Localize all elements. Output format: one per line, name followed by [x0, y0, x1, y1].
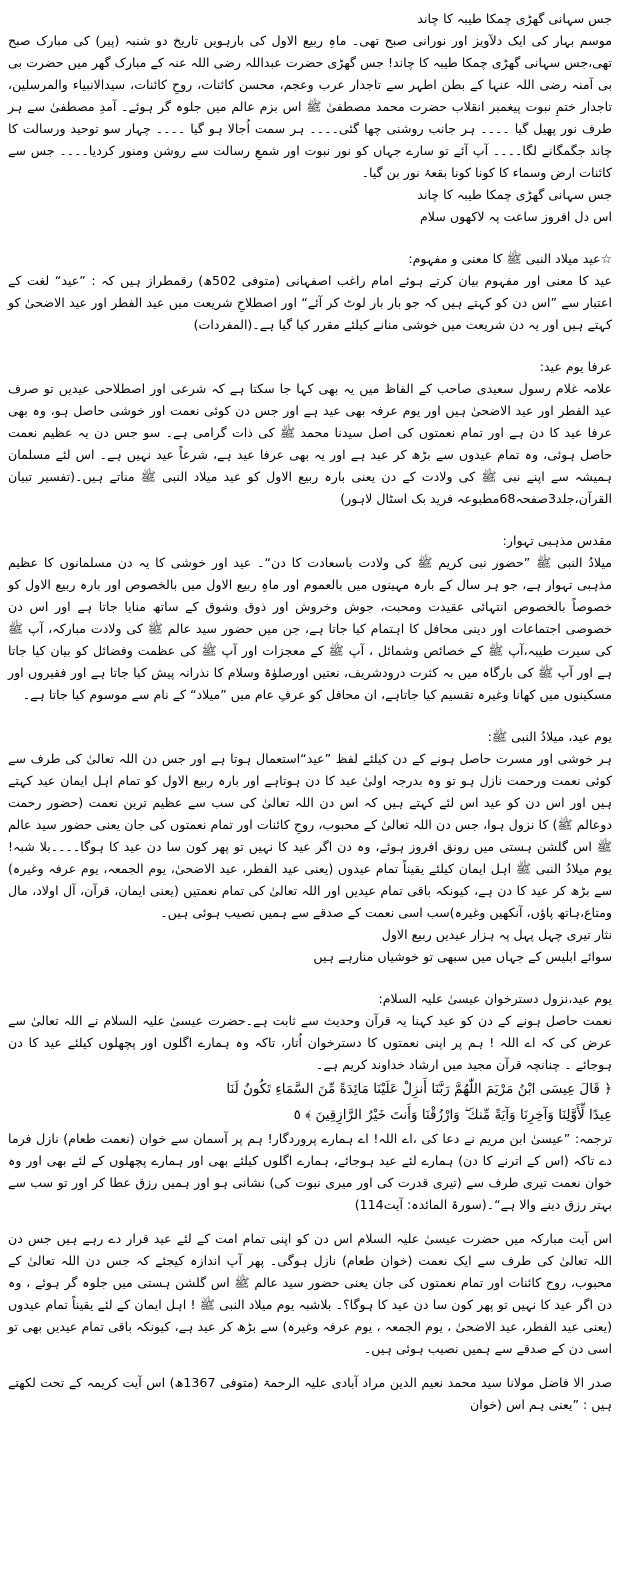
poem-verse: جس سہانی گھڑی چمکا طیبہ کا چاند: [417, 187, 612, 202]
section-heading: یوم عید،نزول دسترخوان عیسیٰ علیہ السلام:: [378, 991, 612, 1006]
poem-verse: سوائے ابلیس کے جہاں میں سبھی تو خوشیاں منارہے ہیں: [313, 949, 612, 964]
quran-verse: ﴿ قَالَ عِيسَى ابْنُ مَرْيَمَ اللّٰهُمَّ رَبَّنَا أَنزِلْ عَلَيْنَا مَائِدَةً مِّنَ السَّمَاءِ تَكُونُ لَنَا: [226, 1081, 612, 1097]
section-heading: مقدس مذہبی تہوار:: [502, 533, 612, 548]
poem-verse: نثار تیری چہل پہل پہ ہزار عیدیں ربیع الاول: [381, 927, 612, 942]
poem-verse: جس سہانی گھڑی چمکا طیبہ کا چاند: [417, 11, 612, 26]
poem-verse: اس دل افروز ساعت پہ لاکھوں سلام: [419, 209, 612, 224]
paragraph: میلادُ النبی ﷺ ”حضور نبی کریم ﷺ کی ولادت باسعادت کا دن“۔ عید اور خوشی کا یہ دن مسلمانوں کا عظیم مذہبی تہوار ہے، جو ہر سال کے بارہ مہینوں میں بالعموم اور ماہِ ربیع الاول میں بالخصوص اور بارہ ربیع الاول کو خصوصاً بالخصوص انتہائی عقیدت ومحبت، جوش وخروش اور ذوق وشوق کے ساتھ منایا جاتا ہے اور اس دن خصوصی اجتماعات اور دینی محافل کا اہتمام کیا جاتا ہے، جن میں حضور سید عالم ﷺ کی ولادت مبارکہ، آپ ﷺ کی سیرت طیبہ،آپ ﷺ کے خصائص وشمائل ، آپ ﷺ کے معجزات اور آپ ﷺ کی عظمت وفضائل کو بیان کیا جاتا ہے اور آپ ﷺ کی بارگاہ میں بہ کثرت درودشریف، نعتیں اورصلوٰۃ وسلام کا نذرانہ پیش کیا جاتا ہے اور فقیروں اور مسکینوں میں کھانا وغیرہ تقسیم کیا جاتاہے، ان محافل کو عرفِ عام میں ”میلاد“ کے نام سے موسوم کیا جاتا ہے۔: [8, 555, 612, 702]
spacer: [8, 1360, 612, 1372]
article-body: [8, 0, 612, 1416]
paragraph: عید کا معنی اور مفہوم بیان کرتے ہوئے امام راغب اصفہانی (متوفی 502ھ) رقمطراز ہیں کہ : ”عید“ لغت کے اعتبار سے ”اس دن کو کہتے ہیں کہ جو بار بار لوٹ کر آئے“ اور اصطلاحِ شریعت میں عید الفطر اور عید الاضحیٰ کو کہتے ہیں اور یہ دن شریعت میں خوشی منانے کیلئے مقرر کیا گیا ہے۔(المفردات): [8, 273, 613, 332]
section-heading: عرفا یوم عید:: [539, 359, 612, 374]
section-heading: یوم عید، میلادُ النبی ﷺ:: [487, 729, 612, 744]
paragraph: صدر الا فاضل مولانا سید محمد نعیم الدین مراد آبادی علیہ الرحمۃ (متوفی 1367ھ) اس آیت کریمہ کے تحت لکھتے ہیں : ”یعنی ہم اس (خوان: [8, 1375, 613, 1412]
paragraph: نعمت حاصل ہونے کے دن کو عید کہنا یہ قرآن وحدیث سے ثابت ہے۔حضرت عیسیٰ علیہ السلام نے اللہ تعالیٰ سے عرض کی کہ اے اللہ ! ہم پر اپنی نعمتوں کا دسترخوان اُتار، تاکہ وہ ہمارے اگلوں اور پچھلوں کیلئے عید کا دن ہوجائے ۔ چنانچہ قرآن مجید میں ارشاد خداوند کریم ہے۔: [8, 1013, 612, 1072]
paragraph: اس آیت مبارکہ میں حضرت عیسیٰ علیہ السلام اس دن کو اپنی تمام امت کے لئے عید قرار دے رہے ہیں جس دن اللہ تعالیٰ کی طرف سے ایک نعمت (خوان طعام) نازل ہوگی۔ پھر آپ اندازہ کیجئے کہ جس دن اللہ تعالیٰ کے محبوب، روح کائنات اور تمام نعمتوں کی جان یعنی حضور سید عالم ﷺ اس گلشن ہستی میں جلوہ گر ہوئے ، وہ دن اگر عید کا نہیں تو پھر کون سا دن عید کا ہوگا؟۔ بلاشبہ یوم میلاد النبی ﷺ ! اہل ایمان کے لئے یقیناً تمام عیدوں (یعنی عید الفطر، عید الاضحیٰ ، یوم الجمعہ ، یوم عرفہ وغیرہ) سے بڑھ کر عید ہے، کیونکہ باقی تمام عیدیں بھی تو اسی دن کے صدقے سے ہمیں نصیب ہوئی ہیں۔: [8, 1231, 612, 1356]
paragraph: ہر خوشی اور مسرت حاصل ہونے کے دن کیلئے لفظ ”عید“استعمال ہوتا ہے اور جس دن اللہ تعالیٰ کی طرف سے کوئی نعمت ورحمت نازل ہو تو وہ بدرجہ اولیٰ عید کا دن ہوتاہے اور بارہ ربیع الاول کو تمام اہل ایمان عید کہتے ہیں اور اس دن کو عید اس لئے کہتے ہیں کہ اس دن اللہ تعالیٰ کی سب سے عظیم ترین نعمت (حضور رحمت دوعالم ﷺ) کا نزول ہوا، جس دن اللہ تعالیٰ کے محبوب، روحِ کائنات اور تمام نعمتوں کی جان یعنی حضور سید عالم ﷺ اس گلشن ہستی میں رونق افروز ہوئے، وہ دن اگر عید کا نہیں تو پھر کون سا دن عید کا ہوگا۔۔۔۔بلا شبہ! یوم میلادُ النبی ﷺ اہل ایمان کیلئے یقیناً تمام عیدوں (یعنی عید الفطر، عید الاضحیٰ، یوم الجمعہ، یوم عرفہ وغیرہ) سے بڑھ کر عید کا دن ہے، کیونکہ باقی تمام عیدیں اور اللہ تعالیٰ کی تمام نعمتیں (یعنی ایمان، قرآن، آل اولاد، مال ومتاع،ہاتھ پاؤں، آنکھیں وغیرہ)سب اسی نعمت کے صدقے سے ہمیں نصیب ہوئی ہیں۔: [8, 751, 612, 920]
paragraph: ترجمہ: ”عیسیٰ ابن مریم نے دعا کی ،اے اللہ! اے ہمارے پروردگار! ہم پر آسمان سے خوان (نعمت طعام) نازل فرما دے تاکہ (اس کے اترنے کا دن) ہمارے لئے عید ہوجائے، ہمارے اگلوں کیلئے بھی اور ہمارے پچھلوں کے لئے بھی اور وہ خوان نعمت تیری طرف سے (تیری قدرت کی اور میری نبوت کی) نشانی ہو اور ہمیں رزق عطا کر اور تو سب سے بہتر رزق دینے والا ہے“۔(سورۃ المائدہ: آیت114): [8, 1131, 612, 1212]
paragraph: موسم بہار کی ایک دلآویز اور نورانی صبح تھی۔ ماہِ ربیع الاول کی بارہویں تاریخ دو شنبہ (پیر) کی مبارک صبح تھی،جس سہانی گھڑی چمکا طیبہ کا چاند! جس گھڑی حضرت عبداللہ رضی اللہ عنہ کے مبارک گھر میں حضرت بی بی آمنہ رضی اللہ عنہا کے بطن اطہر سے تاجدار عرب وعجم، محسن کائنات، روحِ کائنات، سیدالانبیاء والمرسلین، تاجدار ختمِ نبوت پیغمبر انقلاب حضرت محمد مصطفیٰ ﷺ اس بزم عالم میں جلوہ گر ہوئے۔ آمدِ مصطفیٰ سے ہر طرف نور پھیل گیا ۔۔۔۔ ہر جانب روشنی چھا گئی۔۔۔۔ ہر سمت اُجالا ہو گیا ۔۔۔۔ چہار سو توحید ورسالت کا چاند جگمگانے لگا۔۔۔۔ آپ آئے تو سارے جہاں کو نور نبوت اور شمعِ رسالت سے روشن ومنور کردیا۔۔۔۔ جس سے کائنات ارض وسماء کا کونا کونا بقعۂ نور بن گیا۔: [8, 33, 612, 180]
paragraph: علامہ غلام رسول سعیدی صاحب کے الفاظ میں یہ بھی کہا جا سکتا ہے کہ شرعی اور اصطلاحی عیدیں تو صرف عید الفطر اور عید الاضحیٰ ہیں اور یوم عرفہ بھی عید ہے اور جس دن کوئی نعمت اور خوشی حاصل ہو، وہ بھی عرفا عید کا دن ہے اور تمام نعمتوں کی اصل سیدنا محمد ﷺ کی ذات گرامی ہے۔ سو جس دن یہ عظیم نعمت حاصل ہوئی، وہ تمام عیدوں سے بڑھ کر عید ہے اور یہ بھی عرفا عید ہے، شرعاً عید نہیں ہے۔ اس لئے مسلمان ہمیشہ سے اپنے نبی ﷺ کی ولادت کے دن یعنی بارہ ربیع الاول کو عید میلاد النبی ﷺ مناتے ہیں۔(تفسیر تبیان القرآن،جلد3صفحہ68مطبوعہ فرید بک اسٹال لاہور): [8, 381, 612, 506]
section-heading: ☆عید میلاد النبی ﷺ کا معنی و مفہوم:: [408, 251, 612, 266]
quran-verse: عِيدًا لِّأَوَّلِنَا وَآخِرِنَا وَآيَةً مِّنكَ ۖ وَارْزُقْنَا وَأَنتَ خَيْرُ الرَّازِقِينَ ﴾ ٥: [293, 1107, 612, 1123]
spacer: [8, 1216, 612, 1228]
